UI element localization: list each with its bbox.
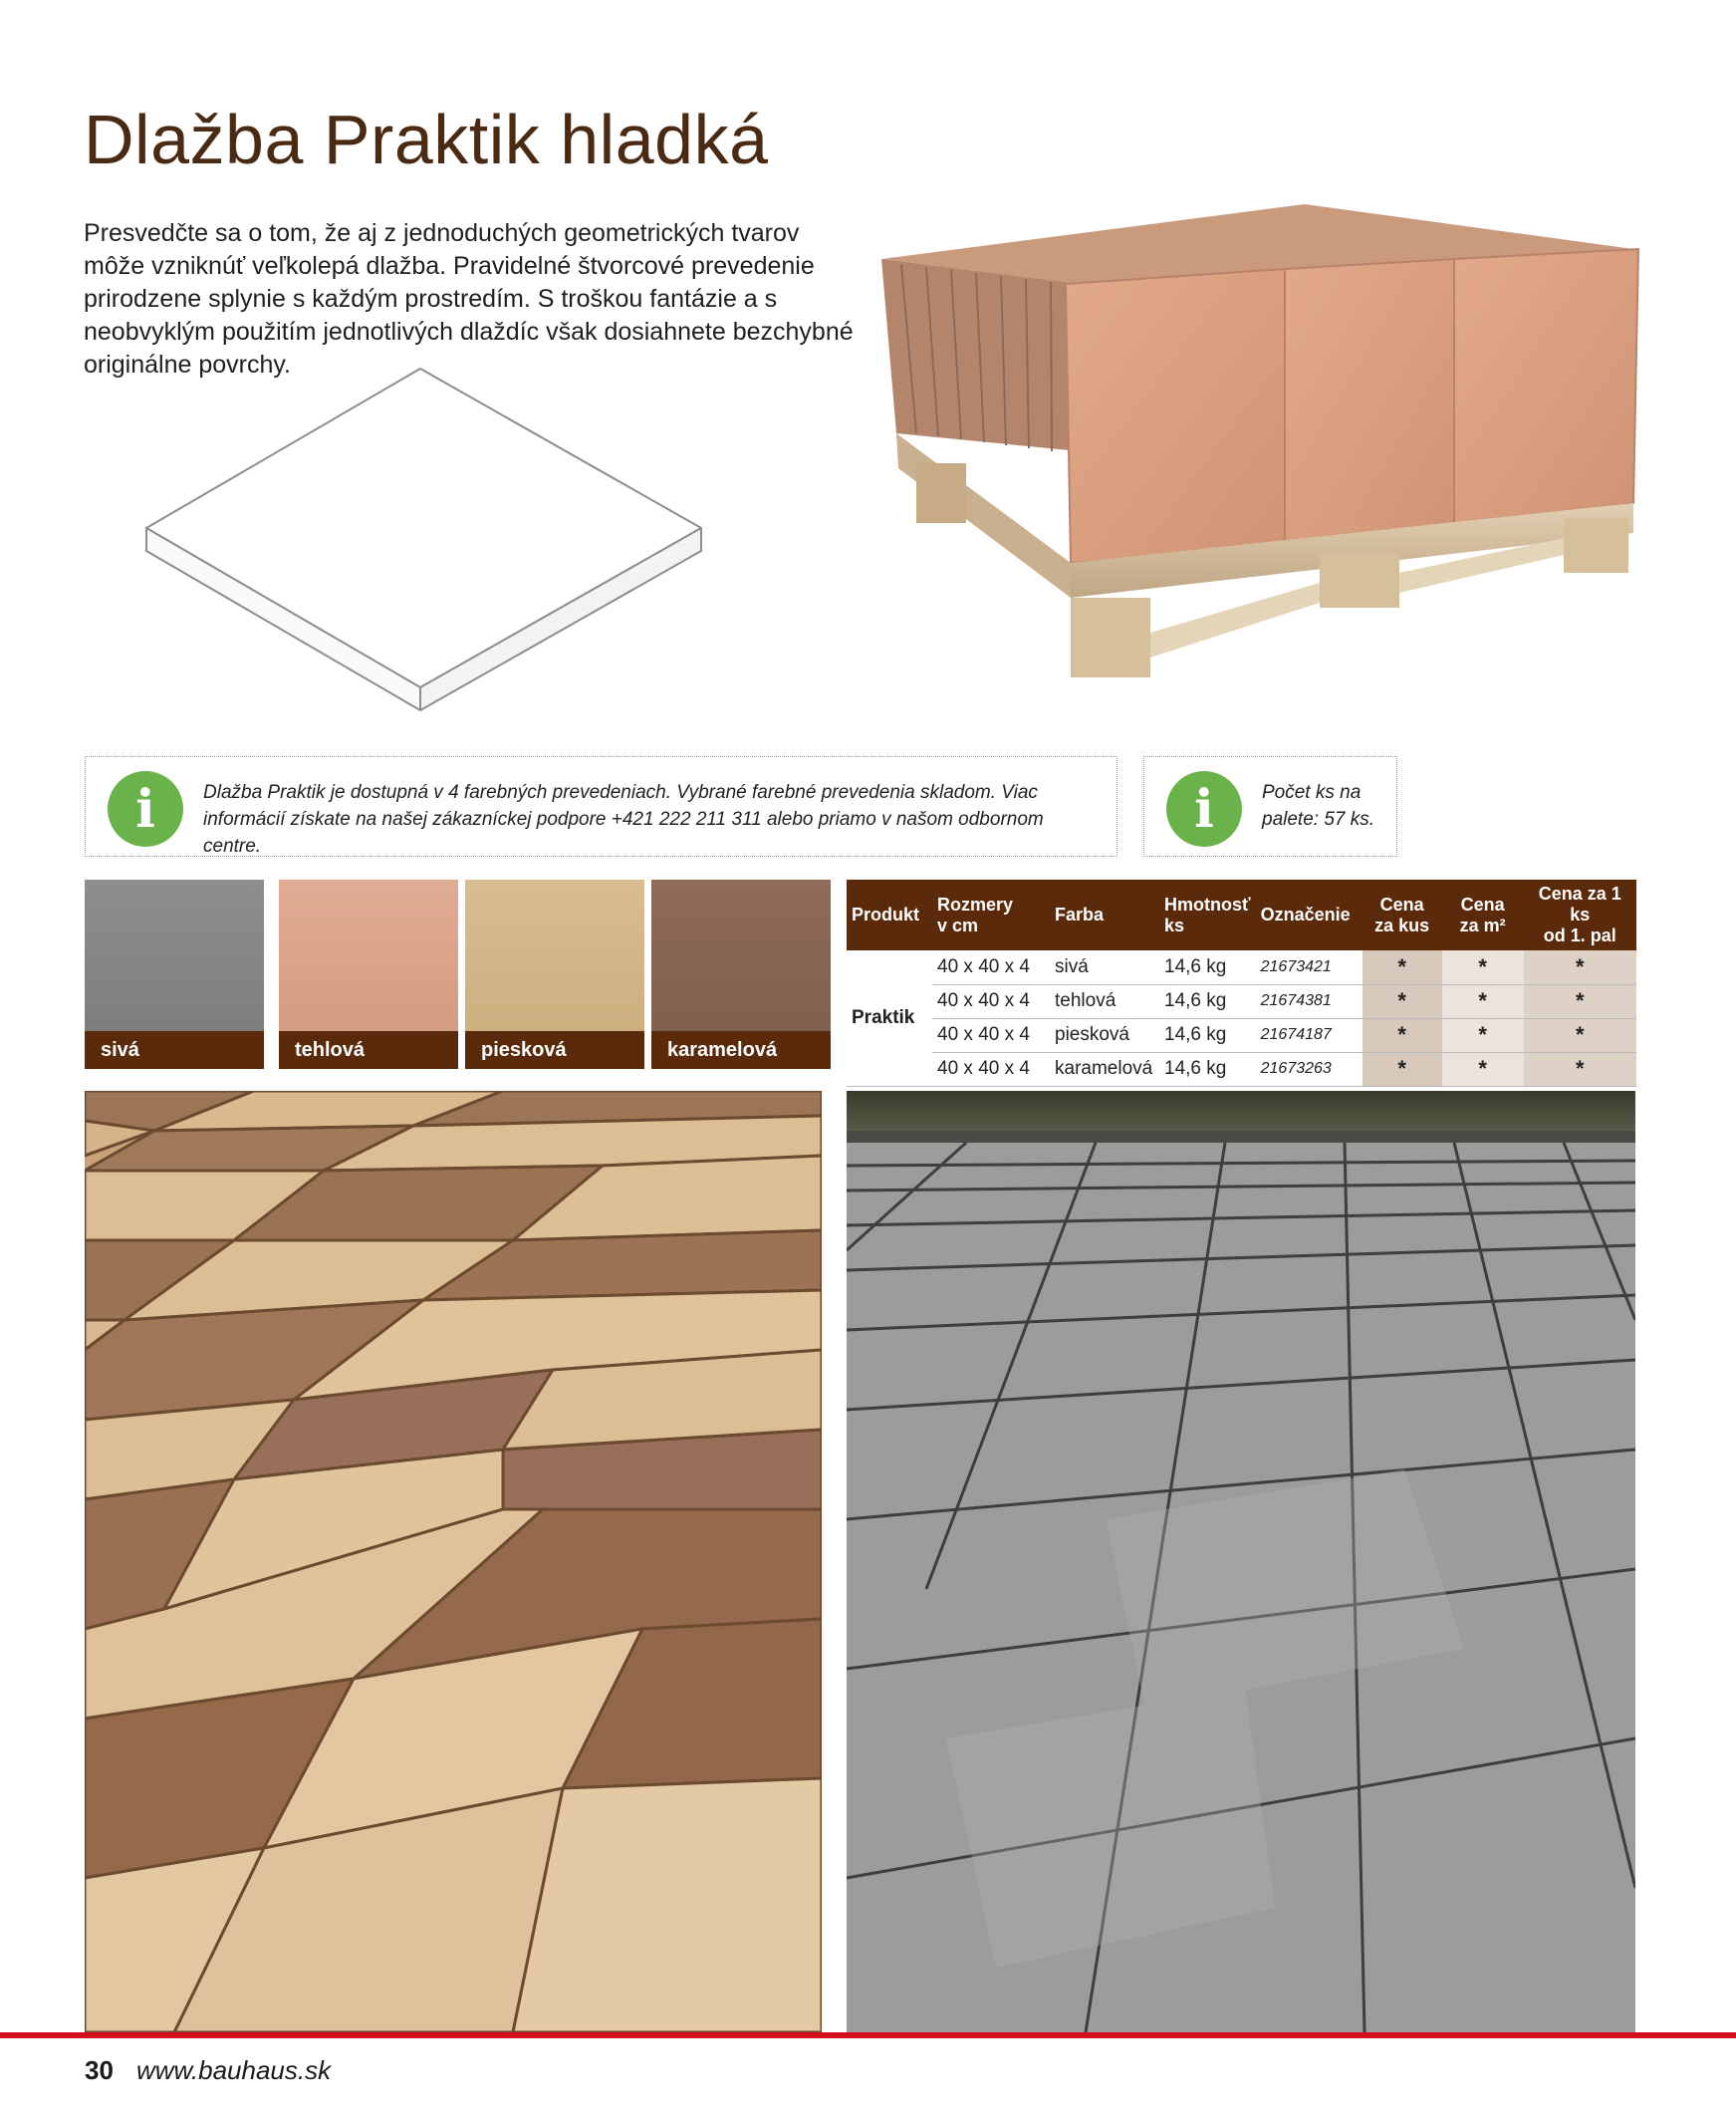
swatch-label: piesková [465,1031,644,1069]
swatch-color [465,880,644,1031]
cell-rozmery: 40 x 40 x 4 [932,950,1050,984]
swatch-tehlova [279,880,458,1069]
cell-rozmery: 40 x 40 x 4 [932,1052,1050,1086]
spec-table [847,880,1636,1087]
table-row [847,950,1636,984]
cell-cena-pal: * [1524,1052,1636,1086]
swatch-pieskova [465,880,644,1069]
header-farba: Farba [1050,880,1159,950]
cell-oznacenie: 21674381 [1256,984,1363,1018]
pallet-photo [876,204,1653,702]
header-oznacenie: Označenie [1256,880,1363,950]
swatch-karamelova [651,880,831,1069]
intro-paragraph: Presvedčte sa o tom, že aj z jednoduchých geometrických tvarov môže vzniknúť veľkolepá dlažba. Pravidelné štvorcové prevedenie prirodzene splynie s každým prostredím. S troškou fantázie a s neobvyklým použitím jednotlivých dlaždíc však dosiahnete bezchybné originálne povrchy. [84,219,854,379]
cell-hmotnost: 14,6 kg [1159,1052,1256,1086]
info-line-2: informácií získate na našej zákazníckej podpore +421 222 211 311 alebo priamo v našom odbornom centre. [203,809,1044,857]
cell-cena-m2: * [1442,1052,1524,1086]
header-cena-pal: Cena za 1 ks od 1. pal [1524,880,1636,950]
cell-rozmery: 40 x 40 x 4 [932,1018,1050,1052]
cell-farba: piesková [1050,1018,1159,1052]
table-row [847,1018,1636,1052]
info-box-pallet-count [1143,756,1397,857]
pallet-info-line-2: palete: 57 ks. [1262,809,1375,830]
cell-cena-pal: * [1524,1018,1636,1052]
header-rozmery: Rozmery v cm [932,880,1050,950]
checkerboard-paving-photo [85,1091,822,2032]
cell-cena-pal: * [1524,950,1636,984]
tile-line-drawing [129,359,727,727]
header-cena-m2: Cena za m² [1442,880,1524,950]
swatch-label: tehlová [279,1031,458,1069]
table-header-row [847,880,1636,950]
cell-farba: sivá [1050,950,1159,984]
cell-farba: karamelová [1050,1052,1159,1086]
swatch-color [279,880,458,1031]
swatch-color [651,880,831,1031]
swatch-label: sivá [85,1031,264,1069]
cell-cena-kus: * [1363,1018,1442,1052]
grey-paving-photo [847,1091,1635,2032]
info-line-1: Dlažba Praktik je dostupná v 4 farebných prevedeniach. Vybrané farebné prevedenia skladom. Viac [203,782,1038,803]
info-icon: i [1166,771,1242,847]
cell-cena-m2: * [1442,984,1524,1018]
header-produkt: Produkt [847,880,932,950]
info-box-availability [85,756,1117,857]
cell-oznacenie: 21674187 [1256,1018,1363,1052]
swatch-siva [85,880,264,1069]
cell-oznacenie: 21673263 [1256,1052,1363,1086]
cell-cena-pal: * [1524,984,1636,1018]
cell-cena-kus: * [1363,1052,1442,1086]
page-title: Dlažba Praktik hladká [84,101,769,178]
cell-hmotnost: 14,6 kg [1159,984,1256,1018]
cell-cena-m2: * [1442,950,1524,984]
cell-farba: tehlová [1050,984,1159,1018]
swatch-color [85,880,264,1031]
cell-oznacenie: 21673421 [1256,950,1363,984]
footer-rule [0,2032,1736,2038]
cell-cena-kus: * [1363,950,1442,984]
swatch-label: karamelová [651,1031,831,1069]
header-cena-kus: Cena za kus [1363,880,1442,950]
pallet-info-line-1: Počet ks na [1262,782,1362,803]
cell-rozmery: 40 x 40 x 4 [932,984,1050,1018]
cell-hmotnost: 14,6 kg [1159,950,1256,984]
page-number: 30 [85,2055,114,2085]
table-row [847,1052,1636,1086]
cell-cena-kus: * [1363,984,1442,1018]
cell-produkt: Praktik [847,950,932,1086]
header-hmotnost: Hmotnosť ks [1159,880,1256,950]
website-link[interactable]: www.bauhaus.sk [136,2055,332,2085]
cell-hmotnost: 14,6 kg [1159,1018,1256,1052]
cell-cena-m2: * [1442,1018,1524,1052]
table-row [847,984,1636,1018]
info-icon: i [108,771,183,847]
